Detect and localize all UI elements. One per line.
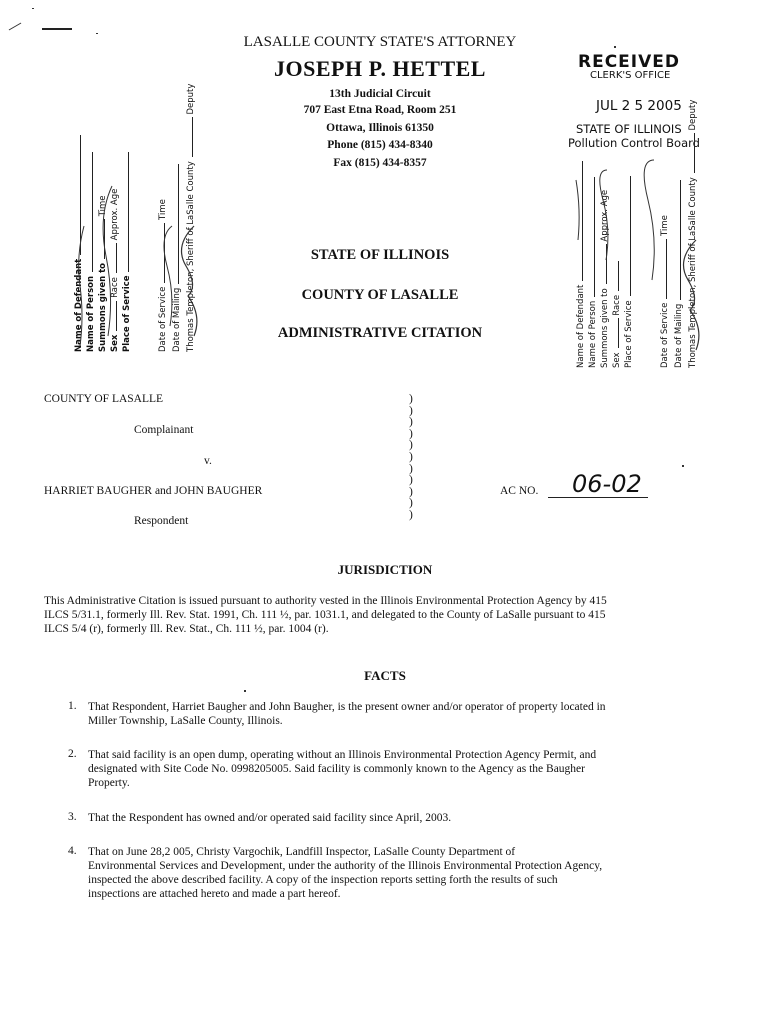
received-stamp-office: CLERK'S OFFICE — [590, 70, 671, 81]
received-stamp-board: Pollution Control Board — [568, 136, 700, 150]
fax: Fax (815) 434-8357 — [333, 157, 427, 169]
caption-bracket: ) ) ) ) ) ) ) ) ) ) ) — [409, 393, 413, 521]
city: Ottawa, Illinois 61350 — [326, 122, 434, 134]
signature-scribble — [564, 150, 724, 365]
stamp-line: Name of Person — [586, 177, 600, 368]
stamp-line: Date of Service Time — [660, 215, 670, 368]
speck — [682, 465, 684, 467]
ac-label: AC NO. — [500, 485, 539, 497]
corner-mark — [9, 23, 22, 31]
jurisdiction-heading: JURISDICTION — [337, 562, 433, 577]
plaintiff: COUNTY OF LASALLE — [44, 393, 164, 405]
fact-item: That Respondent, Harriet Baugher and John Baugher, is the present owner and/or operator of property located in Miller Township, LaSalle County, Illinois. — [88, 701, 606, 727]
stamp-line: Date of Mailing — [672, 180, 686, 368]
received-stamp-date: JUL 2 5 2005 — [596, 98, 682, 114]
phone: Phone (815) 434-8340 — [327, 139, 433, 151]
fact-number: 1. — [68, 700, 77, 712]
stamp-line: Summons given to Time — [98, 195, 108, 352]
speck — [32, 8, 34, 9]
attorney-name: JOSEPH P. HETTEL — [274, 56, 486, 81]
defendant: HARRIET BAUGHER and JOHN BAUGHER — [44, 485, 263, 497]
defendant-role: Respondent — [134, 515, 189, 527]
state-title: STATE OF ILLINOIS — [310, 247, 450, 263]
address: 707 East Etna Road, Room 251 — [303, 104, 457, 116]
circuit: 13th Judicial Circuit — [329, 88, 431, 100]
speck — [96, 33, 98, 34]
stamp-line: Name of Defendant — [72, 135, 86, 352]
facts-heading: FACTS — [364, 668, 406, 683]
jurisdiction-text: This Administrative Citation is issued pursuant to authority vested in the Illinois Environmental Protection Agency by 415 ILCS 5/31.1, formerly Ill. Rev. Stat. 1991, Ch. 111 ½, par. 1031.1, and delegated to the County of LaSalle pursuant to 415 ILCS 5/4 (r), formerly Ill. Rev. Stat., Ch. 111 ½, par. 1004 (r). — [44, 595, 607, 635]
stamp-line: Sex Race — [610, 261, 624, 368]
speck — [244, 690, 246, 692]
stamp-line: Name of Person — [84, 152, 98, 352]
stamp-line: Thomas Templeton, Sheriff of LaSalle County Deputy — [688, 99, 698, 368]
speck — [614, 46, 616, 48]
fact-number: 3. — [68, 811, 77, 823]
ac-number: 06-02 — [572, 470, 642, 498]
received-stamp-title: RECEIVED — [578, 52, 680, 72]
county-title: COUNTY OF LASALLE — [301, 287, 459, 303]
signature-scribble — [62, 126, 222, 356]
citation-title: ADMINISTRATIVE CITATION — [277, 325, 483, 341]
stamp-line: Place of Service — [622, 176, 636, 368]
stamp-line: Sex Race Approx. Age — [110, 188, 120, 352]
stamp-line: Thomas Templeton, Sheriff of LaSalle County Deputy — [186, 83, 196, 352]
office-title: LASALLE COUNTY STATE'S ATTORNEY — [243, 34, 517, 50]
plaintiff-role: Complainant — [134, 424, 194, 436]
corner-mark — [42, 28, 72, 30]
stamp-line: Place of Service — [120, 152, 134, 352]
stamp-line: Date of Mailing — [170, 164, 184, 352]
received-stamp-state: STATE OF ILLINOIS — [576, 122, 682, 136]
fact-number: 4. — [68, 845, 77, 857]
stamp-line: Date of Service Time — [158, 199, 168, 352]
versus: v. — [204, 455, 212, 467]
fact-number: 2. — [68, 748, 77, 760]
fact-item: That the Respondent has owned and/or operated said facility since April, 2003. — [88, 812, 452, 824]
stamp-line: Summons given to Approx. Age — [600, 189, 610, 368]
fact-item: That on June 28,2 005, Christy Vargochik, Landfill Inspector, LaSalle County Department of Environmental Services and Development, under the authority of the Illinois Environmental Protection Agency, inspected the above described facility. A copy of the inspection reports setting forth the results of such inspections are attached hereto and made a part hereof. — [88, 846, 603, 900]
fact-item: That said facility is an open dump, operating without an Illinois Environmental Protection Agency Permit, and designated with Site Code No. 0998205005. Said facility is commonly known to the Agency as the Baugher Property. — [88, 749, 597, 789]
stamp-line: Name of Defendant — [574, 161, 588, 368]
